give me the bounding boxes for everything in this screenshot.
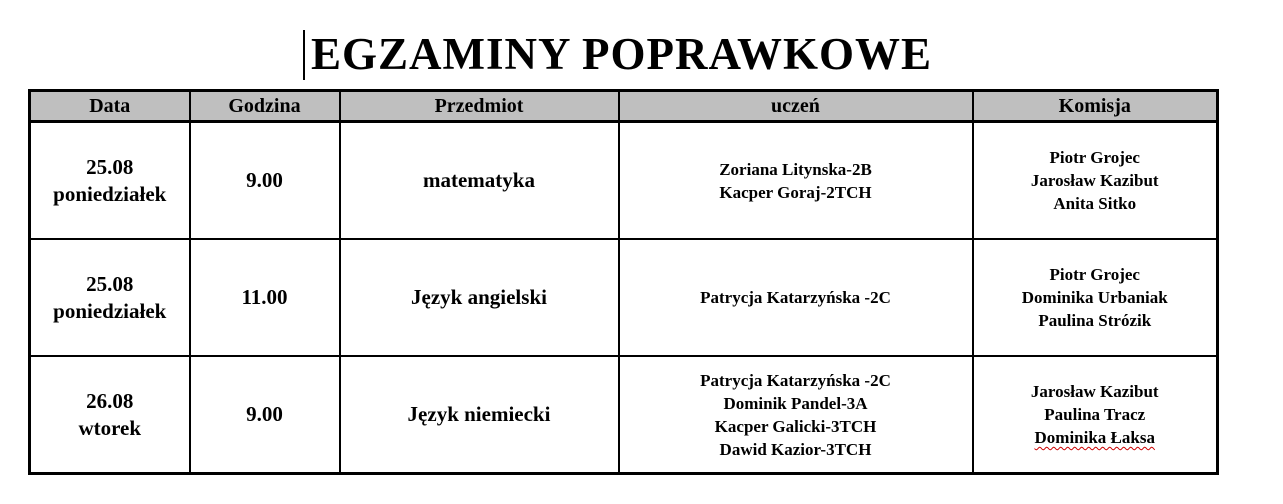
committee-member: Dominika Urbaniak: [1021, 288, 1168, 307]
student-name: Dawid Kazior-3TCH: [719, 439, 872, 459]
student-name: Patrycja Katarzyńska -2C: [700, 288, 891, 307]
weekday-value: poniedziałek: [53, 181, 167, 206]
exam-schedule-table: [28, 89, 1219, 475]
committee-member: Jarosław Kazibut: [1030, 171, 1159, 190]
student-name: Kacper Goraj-2TCH: [719, 182, 872, 202]
students-cell: [619, 239, 973, 356]
weekday-value: wtorek: [78, 415, 142, 440]
table-row: [30, 356, 1218, 474]
date-value: 26.08: [86, 388, 134, 413]
subject-cell: Język niemiecki: [340, 356, 619, 474]
date-cell: [30, 122, 190, 240]
committee-cell: [973, 356, 1218, 474]
table-row: [30, 122, 1218, 240]
student-name: Kacper Galicki-3TCH: [714, 416, 877, 436]
student-name: Zoriana Litynska-2B: [719, 159, 872, 179]
column-header-student: uczeń: [619, 91, 973, 122]
subject-cell: matematyka: [340, 122, 619, 240]
text-cursor: [303, 30, 305, 80]
committee-cell: [973, 122, 1218, 240]
student-name: Dominik Pandel-3A: [723, 393, 868, 413]
page-title: EGZAMINY POPRAWKOWE: [310, 29, 933, 79]
committee-member: Jarosław Kazibut: [1030, 382, 1159, 401]
date-value: 25.08: [86, 271, 134, 296]
students-cell: [619, 356, 973, 474]
date-cell: [30, 356, 190, 474]
committee-member: Paulina Strózik: [1038, 311, 1152, 330]
committee-member: Piotr Grojec: [1049, 265, 1140, 284]
students-cell: [619, 122, 973, 240]
column-header-date: Data: [30, 91, 190, 122]
time-cell: 9.00: [190, 122, 340, 240]
column-header-time: Godzina: [190, 91, 340, 122]
table-row: [30, 239, 1218, 356]
date-cell: [30, 239, 190, 356]
column-header-committee: Komisja: [973, 91, 1218, 122]
time-cell: 11.00: [190, 239, 340, 356]
date-value: 25.08: [86, 154, 134, 179]
column-header-subject: Przedmiot: [340, 91, 619, 122]
committee-cell: [973, 239, 1218, 356]
committee-member: Anita Sitko: [1053, 194, 1137, 213]
committee-member: Paulina Tracz: [1044, 405, 1146, 424]
student-name: Patrycja Katarzyńska -2C: [700, 370, 891, 390]
time-cell: 9.00: [190, 356, 340, 474]
weekday-value: poniedziałek: [53, 298, 167, 323]
table-header-row: [30, 91, 1218, 122]
subject-cell: Język angielski: [340, 239, 619, 356]
committee-member: Piotr Grojec: [1049, 148, 1140, 167]
committee-member-spellcheck: Dominika Łaksa: [1034, 428, 1155, 447]
